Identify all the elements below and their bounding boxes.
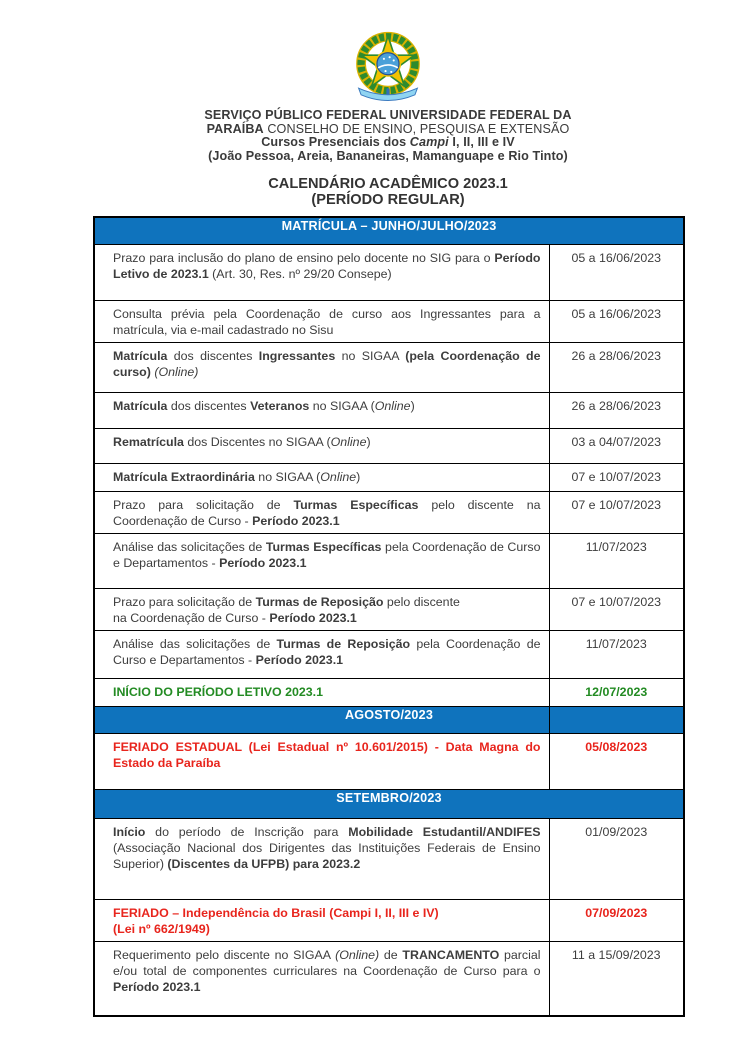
event-date: 05 a 16/06/2023: [549, 244, 684, 300]
page-title-line-1: CALENDÁRIO ACADÊMICO 2023.1: [268, 176, 508, 193]
event-description: Análise das solicitações de Turmas Específicas pela Coordenação de Curso e Departamentos - Período 2023.1: [94, 533, 549, 588]
table-row: [94, 630, 684, 678]
table-row-holiday: [94, 733, 684, 789]
table-row: [94, 342, 684, 392]
event-date: 07 e 10/07/2023: [549, 463, 684, 491]
table-row: [94, 428, 684, 463]
event-description: Início do período de Inscrição para Mobilidade Estudantil/ANDIFES (Associação Nacional dos Dirigentes das Instituições Federais de Ensino Superior) (Discentes da UFPB) para 2023.2: [94, 818, 549, 899]
event-description: INÍCIO DO PERÍODO LETIVO 2023.1: [94, 678, 549, 706]
document-header: [93, 28, 683, 208]
event-description: Matrícula dos discentes Ingressantes no SIGAA (pela Coordenação de curso) (Online): [94, 342, 549, 392]
table-row: [94, 491, 684, 533]
institution-block: [93, 109, 683, 163]
event-date: 01/09/2023: [549, 818, 684, 899]
table-row: [94, 244, 684, 300]
event-date: 11/07/2023: [549, 630, 684, 678]
section-header: [94, 706, 684, 733]
event-description: FERIADO – Independência do Brasil (Campi I, II, III e IV) (Lei nº 662/1949): [94, 899, 549, 941]
institution-line-4: (João Pessoa, Areia, Bananeiras, Mamanguape e Rio Tinto): [208, 148, 568, 163]
event-date: 07 e 10/07/2023: [549, 588, 684, 630]
institution-line-1: SERVIÇO PÚBLICO FEDERAL UNIVERSIDADE FEDERAL DA: [204, 108, 572, 122]
page-title-line-2: (PERÍODO REGULAR): [311, 192, 465, 209]
table-row: [94, 392, 684, 428]
section-header: SETEMBRO/2023: [94, 789, 684, 818]
event-date: 11/07/2023: [549, 533, 684, 588]
page-title: [93, 176, 683, 208]
event-description: Matrícula Extraordinária no SIGAA (Online): [94, 463, 549, 491]
event-description: Rematrícula dos Discentes no SIGAA (Online): [94, 428, 549, 463]
event-date: 05 a 16/06/2023: [549, 300, 684, 342]
event-date: 07/09/2023: [549, 899, 684, 941]
section-row: [94, 789, 684, 818]
calendar-table: [93, 216, 685, 1017]
table-row: [94, 533, 684, 588]
event-date: 03 a 04/07/2023: [549, 428, 684, 463]
table-row: [94, 941, 684, 1016]
event-description: Requerimento pelo discente no SIGAA (Online) de TRANCAMENTO parcial e/ou total de componentes curriculares na Coordenação de Curso para o Período 2023.1: [94, 941, 549, 1016]
table-row: [94, 463, 684, 491]
event-date: 11 a 15/09/2023: [549, 941, 684, 1016]
table-row: [94, 300, 684, 342]
institution-line-3: Cursos Presenciais dos Campi I, II, III e IV: [261, 135, 515, 150]
event-description: Matrícula dos discentes Veteranos no SIGAA (Online): [94, 392, 549, 428]
event-description: Prazo para solicitação de Turmas de Reposição pelo discente na Coordenação de Curso - Período 2023.1: [94, 588, 549, 630]
section-header-label: AGOSTO/2023: [344, 707, 434, 722]
section-row: [94, 217, 684, 244]
event-date: 12/07/2023: [549, 678, 684, 706]
table-row-period-start: [94, 678, 684, 706]
table-row: [94, 588, 684, 630]
institution-line-2: PARAÍBA CONSELHO DE ENSINO, PESQUISA E EXTENSÃO: [206, 121, 570, 136]
event-description: Consulta prévia pela Coordenação de curso aos Ingressantes para a matrícula, via e-mail cadastrado no Sisu: [94, 300, 549, 342]
event-description: Análise das solicitações de Turmas de Reposição pela Coordenação de Curso e Departamentos - Período 2023.1: [94, 630, 549, 678]
section-row: [94, 706, 684, 733]
column-divider: [549, 707, 550, 733]
table-row: [94, 818, 684, 899]
event-date: 26 a 28/06/2023: [549, 392, 684, 428]
event-date: 07 e 10/07/2023: [549, 491, 684, 533]
event-description: FERIADO ESTADUAL (Lei Estadual nº 10.601/2015) - Data Magna do Estado da Paraíba: [94, 733, 549, 789]
event-date: 26 a 28/06/2023: [549, 342, 684, 392]
section-header: MATRÍCULA – JUNHO/JULHO/2023: [94, 217, 684, 244]
table-row-holiday: [94, 899, 684, 941]
brazil-coat-of-arms-icon: [339, 28, 437, 106]
event-description: Prazo para solicitação de Turmas Específicas pelo discente na Coordenação de Curso - Período 2023.1: [94, 491, 549, 533]
event-description: Prazo para inclusão do plano de ensino pelo docente no SIG para o Período Letivo de 2023.1 (Art. 30, Res. nº 29/20 Consepe): [94, 244, 549, 300]
event-date: 05/08/2023: [549, 733, 684, 789]
